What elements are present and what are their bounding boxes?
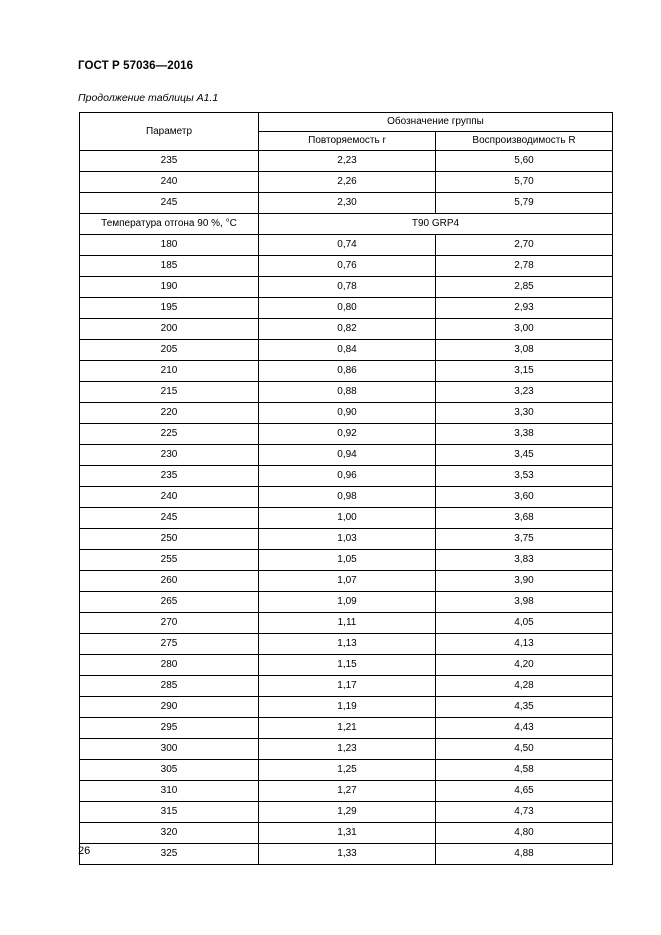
table-row (80, 403, 613, 424)
table-row (80, 151, 613, 172)
table-body-bottom (80, 235, 613, 865)
cell-parameter: 240 (80, 172, 259, 193)
cell-parameter: 310 (80, 781, 259, 802)
cell-parameter: 255 (80, 550, 259, 571)
cell-reproducibility: 4,88 (436, 844, 613, 865)
cell-parameter: 180 (80, 235, 259, 256)
cell-parameter: 235 (80, 151, 259, 172)
cell-reproducibility: 4,05 (436, 613, 613, 634)
cell-reproducibility: 3,08 (436, 340, 613, 361)
cell-reproducibility: 3,23 (436, 382, 613, 403)
cell-reproducibility: 3,83 (436, 550, 613, 571)
column-header-group: Обозначение группы (259, 113, 613, 132)
table-row (80, 529, 613, 550)
cell-reproducibility: 5,79 (436, 193, 613, 214)
cell-parameter: 240 (80, 487, 259, 508)
cell-parameter: 290 (80, 697, 259, 718)
table-row (80, 550, 613, 571)
table-row (80, 760, 613, 781)
cell-repeatability: 1,03 (259, 529, 436, 550)
cell-reproducibility: 5,60 (436, 151, 613, 172)
cell-repeatability: 1,15 (259, 655, 436, 676)
cell-reproducibility: 4,43 (436, 718, 613, 739)
column-header-parameter: Параметр (80, 113, 259, 151)
cell-reproducibility: 4,20 (436, 655, 613, 676)
cell-reproducibility: 3,98 (436, 592, 613, 613)
cell-parameter: 210 (80, 361, 259, 382)
table-row (80, 508, 613, 529)
cell-reproducibility: 3,75 (436, 529, 613, 550)
table-row (80, 823, 613, 844)
cell-parameter: 205 (80, 340, 259, 361)
cell-reproducibility: 3,38 (436, 424, 613, 445)
cell-repeatability: 1,21 (259, 718, 436, 739)
cell-parameter: 280 (80, 655, 259, 676)
cell-reproducibility: 4,65 (436, 781, 613, 802)
cell-repeatability: 1,05 (259, 550, 436, 571)
cell-reproducibility: 4,50 (436, 739, 613, 760)
cell-reproducibility: 2,70 (436, 235, 613, 256)
cell-reproducibility: 2,93 (436, 298, 613, 319)
cell-repeatability: 1,29 (259, 802, 436, 823)
cell-repeatability: 1,11 (259, 613, 436, 634)
document-code: ГОСТ Р 57036—2016 (78, 60, 194, 72)
cell-repeatability: 0,76 (259, 256, 436, 277)
cell-reproducibility: 4,28 (436, 676, 613, 697)
table-row (80, 319, 613, 340)
cell-repeatability: 1,13 (259, 634, 436, 655)
cell-reproducibility: 3,90 (436, 571, 613, 592)
cell-reproducibility: 4,73 (436, 802, 613, 823)
table-row (80, 844, 613, 865)
cell-repeatability: 0,98 (259, 487, 436, 508)
cell-parameter: 305 (80, 760, 259, 781)
cell-parameter: 220 (80, 403, 259, 424)
cell-reproducibility: 4,35 (436, 697, 613, 718)
table-row (80, 172, 613, 193)
cell-repeatability: 0,86 (259, 361, 436, 382)
table-row (80, 277, 613, 298)
cell-reproducibility: 3,68 (436, 508, 613, 529)
table-section (80, 214, 613, 235)
cell-repeatability: 1,09 (259, 592, 436, 613)
cell-reproducibility: 3,15 (436, 361, 613, 382)
cell-repeatability: 0,92 (259, 424, 436, 445)
cell-reproducibility: 2,85 (436, 277, 613, 298)
cell-repeatability: 0,78 (259, 277, 436, 298)
cell-parameter: 235 (80, 466, 259, 487)
cell-repeatability: 1,33 (259, 844, 436, 865)
table-caption: Продолжение таблицы А1.1 (78, 92, 219, 104)
cell-reproducibility: 4,13 (436, 634, 613, 655)
cell-parameter: 215 (80, 382, 259, 403)
cell-parameter: 265 (80, 592, 259, 613)
table-row (80, 802, 613, 823)
cell-reproducibility: 4,80 (436, 823, 613, 844)
table-row (80, 613, 613, 634)
cell-repeatability: 0,80 (259, 298, 436, 319)
cell-parameter: 195 (80, 298, 259, 319)
cell-parameter: 270 (80, 613, 259, 634)
cell-repeatability: 0,90 (259, 403, 436, 424)
page-number: 26 (78, 845, 91, 857)
cell-repeatability: 2,30 (259, 193, 436, 214)
cell-reproducibility: 2,78 (436, 256, 613, 277)
cell-repeatability: 1,23 (259, 739, 436, 760)
cell-parameter: 320 (80, 823, 259, 844)
table-row (80, 382, 613, 403)
data-table (79, 112, 613, 865)
column-header-reproducibility: Воспроизводимость R (436, 132, 613, 151)
table-row (80, 361, 613, 382)
table-row (80, 193, 613, 214)
cell-reproducibility: 3,60 (436, 487, 613, 508)
table-row (80, 340, 613, 361)
cell-parameter: 250 (80, 529, 259, 550)
cell-reproducibility: 5,70 (436, 172, 613, 193)
table-row (80, 487, 613, 508)
cell-parameter: 245 (80, 193, 259, 214)
table-row (80, 571, 613, 592)
cell-parameter: 300 (80, 739, 259, 760)
cell-parameter: 190 (80, 277, 259, 298)
cell-repeatability: 0,82 (259, 319, 436, 340)
cell-reproducibility: 4,58 (436, 760, 613, 781)
cell-parameter: 295 (80, 718, 259, 739)
cell-repeatability: 1,00 (259, 508, 436, 529)
cell-reproducibility: 3,00 (436, 319, 613, 340)
table-body-top (80, 151, 613, 214)
cell-repeatability: 0,84 (259, 340, 436, 361)
cell-repeatability: 1,25 (259, 760, 436, 781)
table-row (80, 424, 613, 445)
cell-repeatability: 0,94 (259, 445, 436, 466)
section-parameter-label: Температура отгона 90 %, °С (80, 214, 259, 235)
table-row (80, 466, 613, 487)
cell-parameter: 325 (80, 844, 259, 865)
table-row (80, 697, 613, 718)
cell-repeatability: 1,17 (259, 676, 436, 697)
table-row (80, 634, 613, 655)
cell-parameter: 315 (80, 802, 259, 823)
table-row (80, 676, 613, 697)
table-row (80, 718, 613, 739)
cell-parameter: 245 (80, 508, 259, 529)
cell-reproducibility: 3,53 (436, 466, 613, 487)
cell-reproducibility: 3,30 (436, 403, 613, 424)
table-row (80, 445, 613, 466)
cell-repeatability: 1,07 (259, 571, 436, 592)
cell-reproducibility: 3,45 (436, 445, 613, 466)
table-row (80, 781, 613, 802)
table-row (80, 298, 613, 319)
cell-parameter: 225 (80, 424, 259, 445)
cell-parameter: 275 (80, 634, 259, 655)
cell-repeatability: 0,96 (259, 466, 436, 487)
cell-repeatability: 2,23 (259, 151, 436, 172)
cell-repeatability: 1,31 (259, 823, 436, 844)
cell-parameter: 285 (80, 676, 259, 697)
cell-repeatability: 0,74 (259, 235, 436, 256)
table-row (80, 739, 613, 760)
cell-parameter: 260 (80, 571, 259, 592)
table-row (80, 256, 613, 277)
cell-parameter: 230 (80, 445, 259, 466)
column-header-repeatability: Повторяемость r (259, 132, 436, 151)
cell-repeatability: 2,26 (259, 172, 436, 193)
cell-parameter: 200 (80, 319, 259, 340)
table-row (80, 592, 613, 613)
section-group-label: T90 GRP4 (259, 214, 613, 235)
cell-parameter: 185 (80, 256, 259, 277)
cell-repeatability: 1,19 (259, 697, 436, 718)
cell-repeatability: 1,27 (259, 781, 436, 802)
cell-repeatability: 0,88 (259, 382, 436, 403)
table-row (80, 655, 613, 676)
table-row (80, 235, 613, 256)
